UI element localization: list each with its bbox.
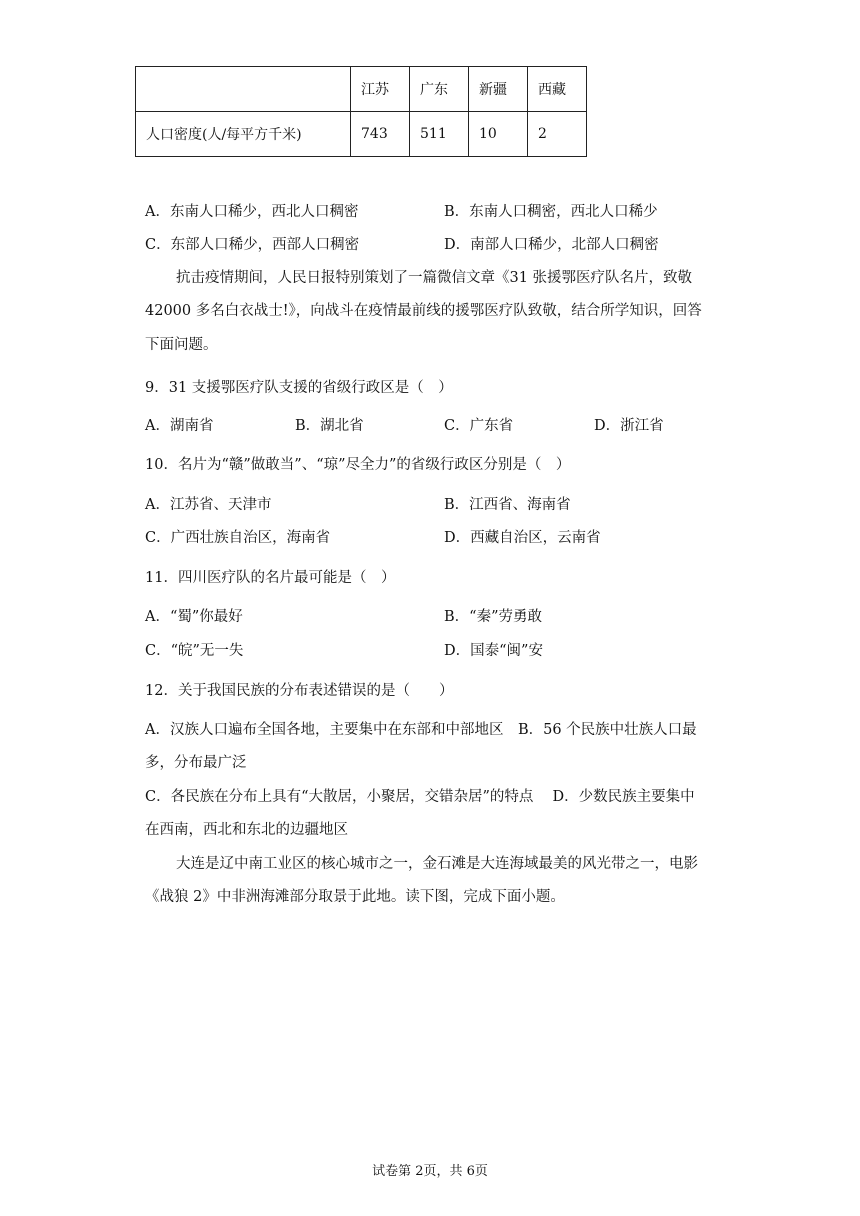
q12-options-line-1: A．汉族人口遍布全国各地，主要集中在东部和中部地区 B．56 个民族中壮族人口最: [145, 722, 697, 738]
q9-option-c: C．广东省: [444, 418, 514, 434]
q12-stem: 12．关于我国民族的分布表述错误的是（ ）: [145, 683, 454, 699]
table-cell: 511: [410, 112, 469, 157]
table-header-cell: 广东: [410, 67, 469, 112]
q11-option-a: A．“蜀”你最好: [145, 609, 243, 625]
q12-options-line-4: 在西南，西北和东北的边疆地区: [145, 822, 348, 838]
table-row: [136, 112, 587, 157]
table-cell: 人口密度(人/每平方千米): [136, 112, 351, 157]
q9-option-d: D．浙江省: [594, 418, 664, 434]
q10-option-b: B．江西省、海南省: [444, 497, 571, 513]
q8-option-a: A．东南人口稀少，西北人口稠密: [145, 204, 359, 220]
q11-option-b: B．“秦”劳勇敢: [444, 609, 542, 625]
population-density-table: [135, 66, 587, 157]
q10-option-c: C．广西壮族自治区，海南省: [145, 530, 331, 546]
passage-1-line-2: 42000 多名白衣战士!》，向战斗在疫情最前线的援鄂医疗队致敬，结合所学知识，回答: [145, 303, 702, 319]
table-header-cell: [136, 67, 351, 112]
q9-option-a: A．湖南省: [145, 418, 214, 434]
passage-2-line-1: 大连是辽中南工业区的核心城市之一，金石滩是大连海域最美的风光带之一，电影: [176, 856, 698, 872]
table-cell: 2: [528, 112, 587, 157]
q10-option-d: D．西藏自治区，云南省: [444, 530, 601, 546]
table-header-cell: 西藏: [528, 67, 587, 112]
q8-option-d: D．南部人口稀少，北部人口稠密: [444, 237, 659, 253]
table-header-cell: 新疆: [469, 67, 528, 112]
table-cell: 743: [351, 112, 410, 157]
passage-1-line-3: 下面问题。: [145, 337, 218, 353]
q9-option-b: B．湖北省: [295, 418, 364, 434]
q8-option-c: C．东部人口稀少，西部人口稠密: [145, 237, 360, 253]
q10-option-a: A．江苏省、天津市: [145, 497, 272, 513]
table-cell: 10: [469, 112, 528, 157]
q9-stem: 9．31 支援鄂医疗队支援的省级行政区是（ ）: [145, 380, 453, 396]
passage-2-line-2: 《战狼 2》中非洲海滩部分取景于此地。读下图，完成下面小题。: [145, 889, 565, 905]
table-header-row: [136, 67, 587, 112]
q8-option-b: B．东南人口稠密，西北人口稀少: [444, 204, 658, 220]
table-header-cell: 江苏: [351, 67, 410, 112]
q12-options-line-2: 多，分布最广泛: [145, 755, 247, 771]
q12-options-line-3: C．各民族在分布上具有“大散居，小聚居，交错杂居”的特点 D．少数民族主要集中: [145, 789, 695, 805]
page-footer: 试卷第 2页，共 6页: [372, 1164, 488, 1179]
q11-option-d: D．国泰“闽”安: [444, 643, 543, 659]
q11-option-c: C．“皖”无一失: [145, 643, 244, 659]
q10-stem: 10．名片为“赣”做敢当”、“琼”尽全力”的省级行政区分别是（ ）: [145, 457, 571, 473]
q11-stem: 11．四川医疗队的名片最可能是（ ）: [145, 570, 396, 586]
passage-1-line-1: 抗击疫情期间，人民日报特别策划了一篇微信文章《31 张援鄂医疗队名片，致敬: [176, 270, 693, 286]
